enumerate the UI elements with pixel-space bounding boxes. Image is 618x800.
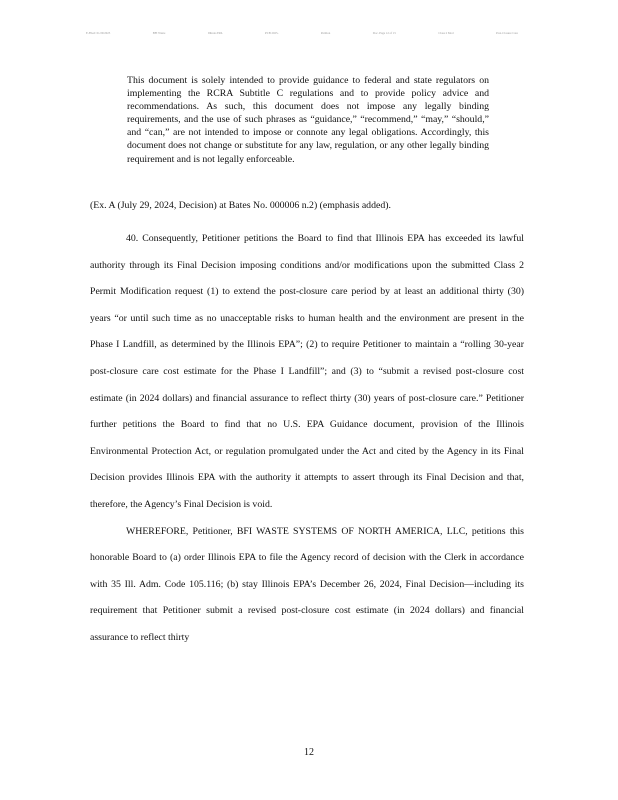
header-segment: BFI Waste [152, 31, 166, 35]
body-text [90, 226, 524, 652]
header-segment: Class 2 Mod [438, 31, 454, 35]
wherefore-paragraph: WHEREFORE, Petitioner, BFI WASTE SYSTEMS OF NORTH AMERICA, LLC, petitions this honorable Board to (a) order Illinois EPA to file the Agency record of decision with the Clerk in accordance with 35 Ill. Adm. Code 105.116; (b) stay Illinois EPA’s December 26, 2024, Final Decision—including its requirement that Petitioner submit a revised post-closure cost estimate (in 2024 dollars) and financial assurance to reflect thirty [90, 525, 524, 643]
block-quote [127, 74, 489, 166]
header-segment: Petition [320, 31, 331, 35]
citation: (Ex. A (July 29, 2024, Decision) at Bates No. 000006 n.2) (emphasis added). [90, 200, 391, 211]
header-segment: Post-Closure Care [496, 31, 518, 35]
header-segment: E-Filed: 01/29/2025 [86, 31, 111, 35]
page-header [86, 31, 518, 35]
block-quote-text: This document is solely intended to provide guidance to federal and state regulators on implementing the RCRA Subtitle C regulations and to provide policy advice and recommendations. As such, this document does not impose any legally binding requirements, and the use of such phrases as “guidance,” “recommend,” “may,” “should,” and “can,” are not intended to impose or connote any legal obligations. Accordingly, this document does not change or substitute for any law, regulation, or any other legally binding requirement and is not legally enforceable. [127, 75, 489, 165]
header-segment: PCB 2025- [265, 31, 279, 35]
header-segment: Illinois EPA [207, 31, 223, 35]
paragraph-40: 40. Consequently, Petitioner petitions the Board to find that Illinois EPA has exceeded its lawful authority through its Final Decision imposing conditions and/or modifications upon the submitted Class 2 Permit Modification request (1) to extend the post-closure care period by at least an additional thirty (30) years “or until such time as no unacceptable risks to human health and the environment are present in the Phase I Landfill, as determined by the Illinois EPA”; (2) to require Petitioner to maintain a “rolling 30-year post-closure care cost estimate for the Phase I Landfill”; and (3) to “submit a revised post-closure cost estimate (in 2024 dollars) and financial assurance to reflect thirty (30) years of post-closure care.” Petitioner further petitions the Board to find that no U.S. EPA Guidance document, provision of the Illinois Environmental Protection Act, or regulation promulgated under the Act and cited by the Agency in its Final Decision provides Illinois EPA with the authority it attempts to assert through its Final Decision and that, therefore, the Agency’s Final Decision is void. [90, 233, 524, 510]
header-segment: Doc. Page 12 of 15 [372, 31, 396, 35]
page-number: 12 [304, 747, 314, 758]
